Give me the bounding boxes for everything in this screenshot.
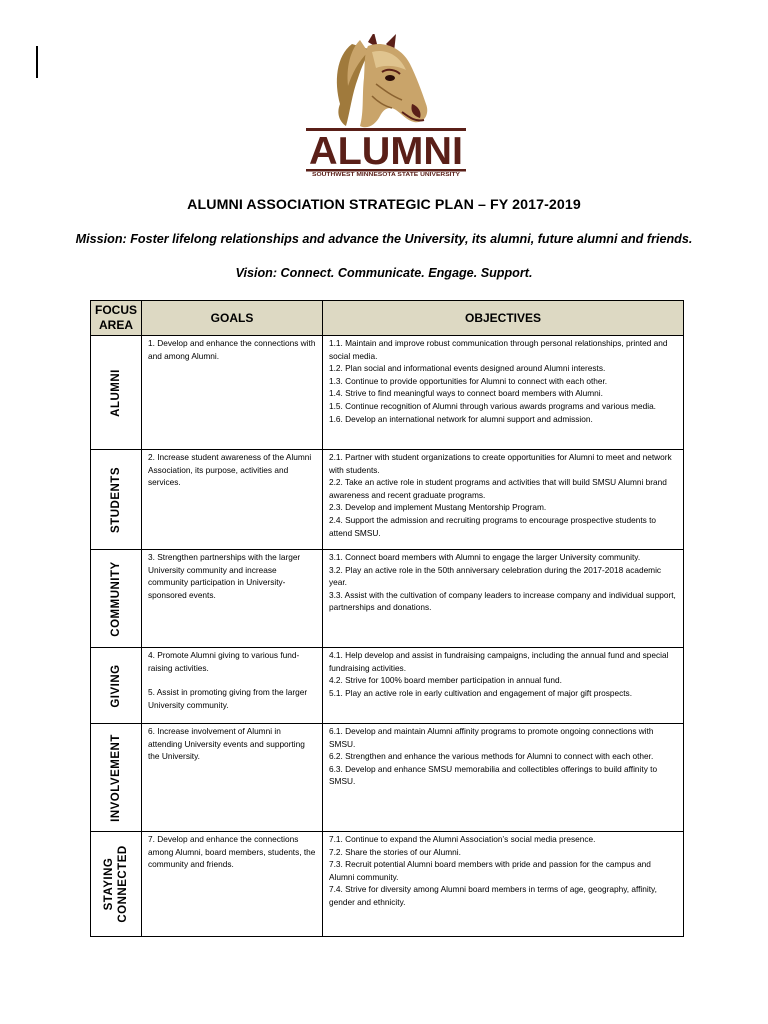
goal-text: 1. Develop and enhance the connections with and among Alumni. bbox=[148, 338, 316, 361]
objective-text: 3.2. Play an active role in the 50th anniversary celebration during the 2017-2018 academic year. bbox=[329, 564, 662, 588]
focus-area-cell bbox=[91, 336, 142, 450]
goals-cell bbox=[142, 832, 323, 937]
objective-text: 1.6. Develop an international network for alumni support and admission. bbox=[329, 413, 593, 424]
objectives-cell bbox=[323, 450, 684, 550]
objectives-cell bbox=[323, 336, 684, 450]
objective-text: 2.3. Develop and implement Mustang Mentorship Program. bbox=[329, 502, 547, 513]
text-cursor bbox=[36, 46, 38, 78]
focus-area-cell bbox=[91, 724, 142, 832]
mustang-head-icon bbox=[306, 34, 466, 176]
table-header-row bbox=[91, 301, 684, 336]
goals-cell bbox=[142, 450, 323, 550]
page-title: ALUMNI ASSOCIATION STRATEGIC PLAN – FY 2017-2019 bbox=[187, 197, 581, 213]
vision-statement: Vision: Connect. Communicate. Engage. Support. bbox=[235, 266, 533, 280]
focus-area-label: STUDENTS bbox=[110, 466, 122, 533]
strategic-plan-table bbox=[90, 300, 684, 937]
goal-text: 3. Strengthen partnerships with the larger University community and increase community participation in University-sponsored events. bbox=[148, 552, 301, 600]
objective-text: 6.2. Strengthen and enhance the various methods for Alumni to connect with each other. bbox=[329, 751, 654, 762]
objective-text: 1.3. Continue to provide opportunities for Alumni to connect with each other. bbox=[329, 375, 608, 386]
objectives-cell bbox=[323, 724, 684, 832]
header-goals: GOALS bbox=[142, 301, 323, 336]
objective-text: 7.3. Recruit potential Alumni board members with pride and passion for the campus and Alumni community. bbox=[329, 859, 651, 882]
table-row bbox=[91, 648, 684, 724]
objective-text: 2.1. Partner with student organizations to create opportunities for Alumni to meet and network with students. bbox=[329, 452, 672, 475]
objective-text: 1.2. Plan social and informational events designed around Alumni interests. bbox=[329, 363, 606, 374]
goals-cell bbox=[142, 336, 323, 450]
focus-area-cell bbox=[91, 450, 142, 550]
focus-area-label: INVOLVEMENT bbox=[110, 733, 122, 822]
objectives-cell bbox=[323, 832, 684, 937]
focus-area-label-line1: STAYING bbox=[103, 857, 115, 911]
mission-statement: Mission: Foster lifelong relationships and advance the University, its alumni, future alumni and friends. bbox=[75, 232, 693, 246]
header-focus-line1: FOCUS bbox=[95, 303, 137, 317]
objective-text: 4.2. Strive for 100% board member participation in annual fund. bbox=[329, 675, 562, 686]
objective-text: 3.1. Connect board members with Alumni to engage the larger University community. bbox=[329, 552, 641, 562]
objectives-cell bbox=[323, 648, 684, 724]
goal-spacer bbox=[148, 674, 317, 686]
focus-area-label-line2: CONNECTED bbox=[117, 845, 129, 923]
objective-text: 1.5. Continue recognition of Alumni through various awards programs and various media. bbox=[329, 400, 656, 411]
goal-text: 6. Increase involvement of Alumni in attending University events and supporting the University. bbox=[148, 726, 305, 762]
objective-text: 7.4. Strive for diversity among Alumni board members in terms of age, geography, affinity, gender and ethnicity. bbox=[329, 884, 657, 907]
goals-cell bbox=[142, 648, 323, 724]
objective-text: 3.3. Assist with the cultivation of company leaders to increase company and individual support, partnerships and donations. bbox=[329, 589, 676, 613]
objective-text: 7.1. Continue to expand the Alumni Association’s social media presence. bbox=[329, 834, 596, 844]
focus-area-cell bbox=[91, 832, 142, 937]
objective-text: 2.2. Take an active role in student programs and activities that will build SMSU Alumni brand awareness and recent graduate programs. bbox=[329, 477, 667, 500]
header-focus-line2: AREA bbox=[98, 318, 133, 332]
header-objectives: OBJECTIVES bbox=[323, 301, 684, 336]
objective-text: 5.1. Play an active role in early cultivation and engagement of major gift prospects. bbox=[329, 687, 633, 698]
header-focus-area bbox=[91, 301, 142, 336]
objective-text: 4.1. Help develop and assist in fundraising campaigns, including the annual fund and special fundraising activities. bbox=[329, 650, 669, 673]
objective-text: 1.1. Maintain and improve robust communication through personal relationships, printed and social media. bbox=[329, 338, 668, 361]
objective-text: 1.4. Strive to find meaningful ways to connect board members with Alumni. bbox=[329, 388, 603, 399]
logo-wordmark: ALUMNI bbox=[309, 130, 463, 173]
table-row bbox=[91, 336, 684, 450]
objective-text: 6.3. Develop and enhance SMSU memorabilia and collectibles offerings to build affinity to SMSU. bbox=[329, 763, 658, 787]
objective-text: 2.4. Support the admission and recruiting programs to encourage prospective students to attend SMSU. bbox=[329, 514, 656, 538]
table-row bbox=[91, 724, 684, 832]
objective-text: 6.1. Develop and maintain Alumni affinity programs to promote ongoing connections with SMSU. bbox=[329, 726, 654, 749]
focus-area-cell bbox=[91, 550, 142, 648]
goals-cell bbox=[142, 550, 323, 648]
goal-text: 2. Increase student awareness of the Alumni Association, its purpose, activities and services. bbox=[148, 452, 312, 488]
alumni-logo bbox=[306, 34, 466, 176]
goal-text: 7. Develop and enhance the connections among Alumni, board members, students, the community and friends. bbox=[148, 834, 316, 870]
focus-area-label bbox=[102, 845, 130, 922]
goal-text: 5. Assist in promoting giving from the larger University community. bbox=[148, 687, 308, 710]
goals-cell bbox=[142, 724, 323, 832]
goal-text: 4. Promote Alumni giving to various fund-raising activities. bbox=[148, 650, 300, 673]
table-row bbox=[91, 550, 684, 648]
focus-area-label: GIVING bbox=[110, 663, 122, 708]
objective-text: 7.2. Share the stories of our Alumni. bbox=[329, 846, 461, 857]
table-row bbox=[91, 832, 684, 937]
table-row bbox=[91, 450, 684, 550]
focus-area-label: COMMUNITY bbox=[110, 560, 122, 637]
focus-area-label: ALUMNI bbox=[110, 368, 122, 417]
focus-area-cell bbox=[91, 648, 142, 724]
objectives-cell bbox=[323, 550, 684, 648]
logo-subtitle: SOUTHWEST MINNESOTA STATE UNIVERSITY bbox=[312, 172, 461, 176]
